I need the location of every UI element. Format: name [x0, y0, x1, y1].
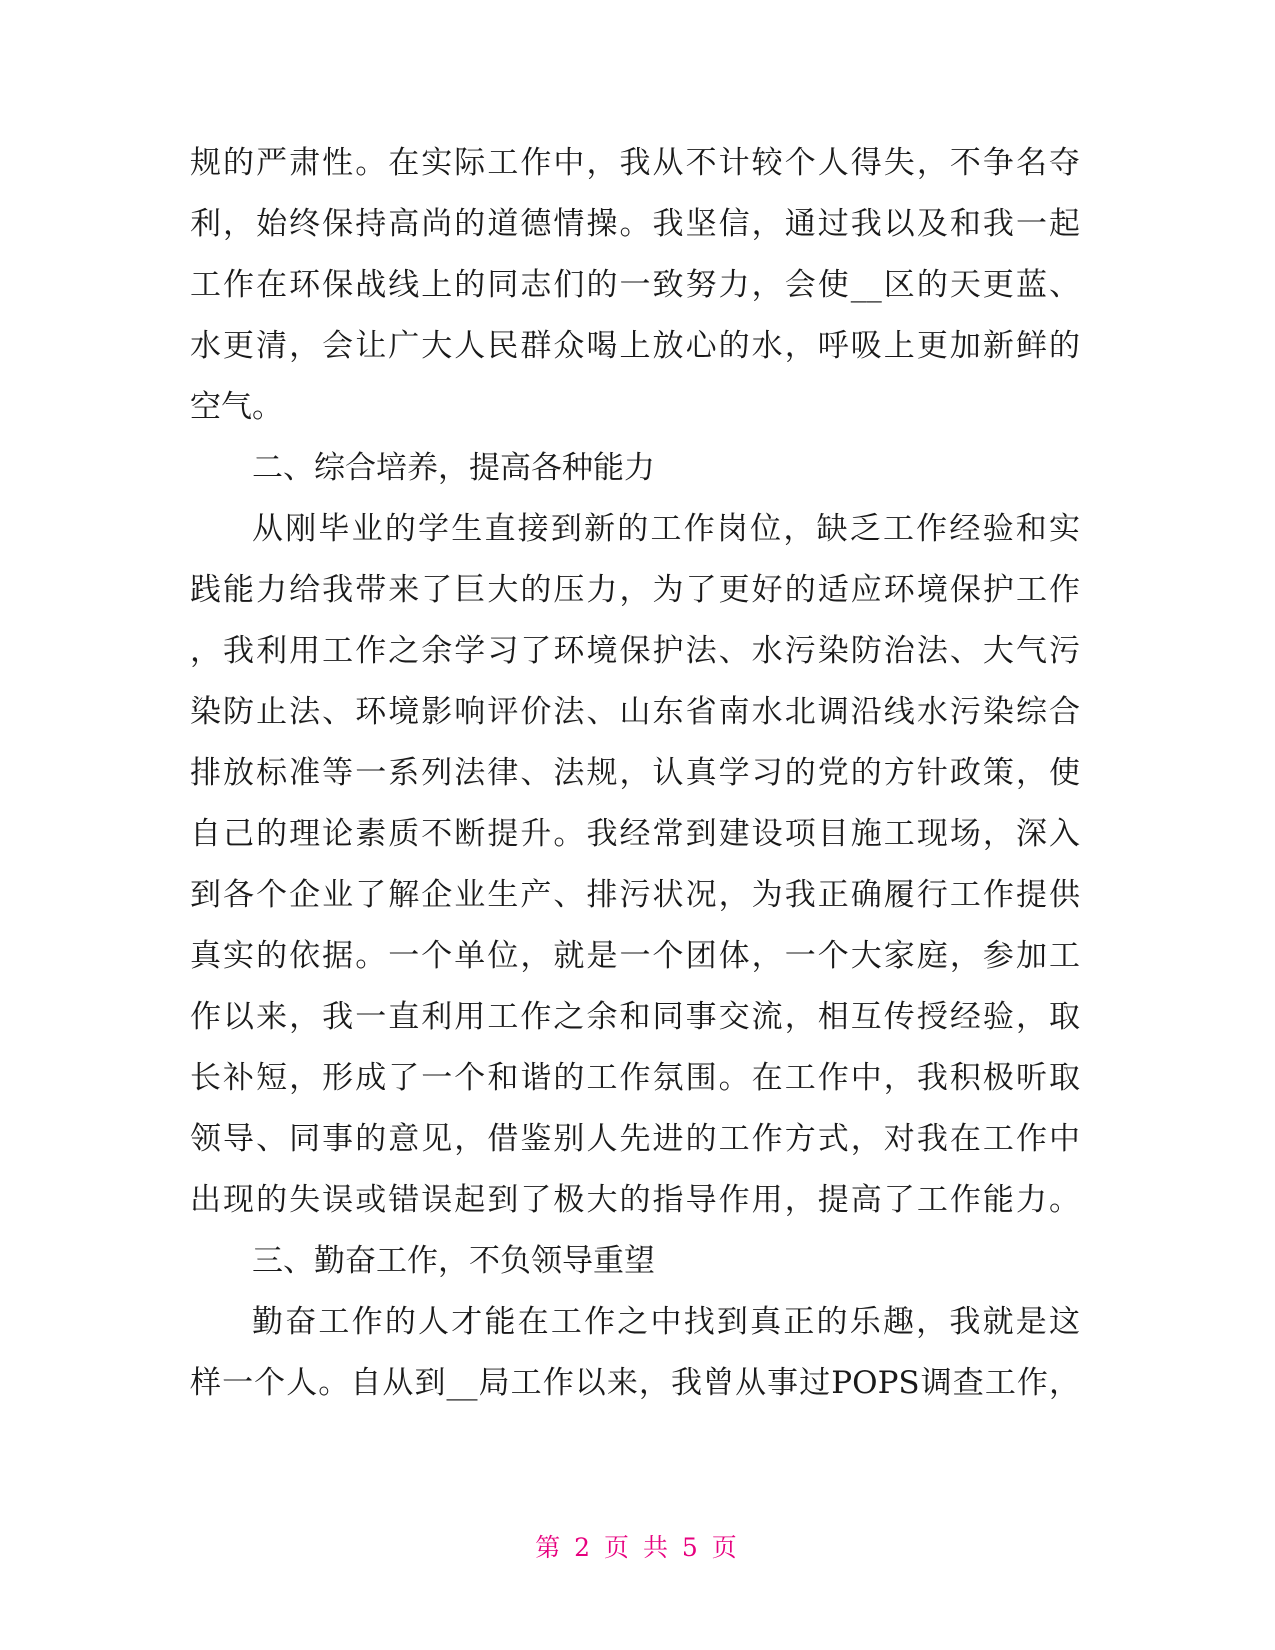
- body-line: 样一个人。自从到__局工作以来，我曾从事过POPS调查工作，: [190, 1365, 1080, 1401]
- body-line: 长补短，形成了一个和谐的工作氛围。在工作中，我积极听取: [190, 1060, 1080, 1096]
- body-line: 出现的失误或错误起到了极大的指导作用，提高了工作能力。: [190, 1182, 1080, 1218]
- body-line: 践能力给我带来了巨大的压力，为了更好的适应环境保护工作: [190, 572, 1080, 608]
- body-line: 排放标准等一系列法律、法规，认真学习的党的方针政策，使: [190, 755, 1080, 791]
- body-line: 染防止法、环境影响评价法、山东省南水北调沿线水污染综合: [190, 694, 1080, 730]
- body-line: 领导、同事的意见，借鉴别人先进的工作方式，对我在工作中: [190, 1121, 1080, 1157]
- body-line: 作以来，我一直利用工作之余和同事交流，相互传授经验，取: [190, 999, 1080, 1035]
- body-line: ，我利用工作之余学习了环境保护法、水污染防治法、大气污: [190, 633, 1080, 669]
- body-line: 勤奋工作的人才能在工作之中找到真正的乐趣，我就是这: [252, 1304, 1080, 1340]
- body-line: 工作在环保战线上的同志们的一致努力，会使__区的天更蓝、: [190, 267, 1080, 303]
- body-line: 规的严肃性。在实际工作中，我从不计较个人得失，不争名夺: [190, 145, 1080, 181]
- body-line: 自己的理论素质不断提升。我经常到建设项目施工现场，深入: [190, 816, 1080, 852]
- section-heading: 二、综合培养，提高各种能力: [252, 450, 655, 486]
- page-number-footer: 第 2 页 共 5 页: [535, 1533, 740, 1562]
- body-line: 从刚毕业的学生直接到新的工作岗位，缺乏工作经验和实: [252, 511, 1080, 547]
- body-line: 空气。: [190, 389, 283, 425]
- body-line: 水更清，会让广大人民群众喝上放心的水，呼吸上更加新鲜的: [190, 328, 1080, 364]
- body-line: 利，始终保持高尚的道德情操。我坚信，通过我以及和我一起: [190, 206, 1080, 242]
- body-line: 到各个企业了解企业生产、排污状况，为我正确履行工作提供: [190, 877, 1080, 913]
- section-heading: 三、勤奋工作，不负领导重望: [252, 1243, 655, 1279]
- body-line: 真实的依据。一个单位，就是一个团体，一个大家庭，参加工: [190, 938, 1080, 974]
